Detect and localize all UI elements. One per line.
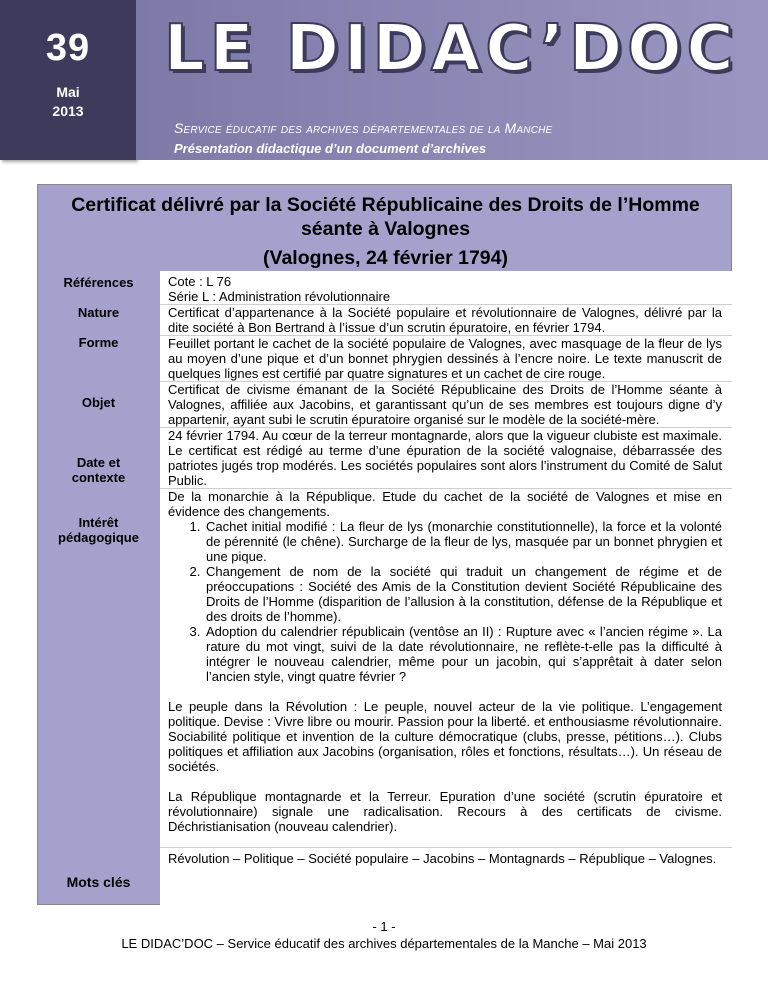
page-number: - 1 - (372, 919, 396, 934)
publication-logo-title: LE DIDAC’DOC (164, 12, 739, 86)
header-banner (136, 0, 768, 160)
service-name: Service éducatif des archives départementales de la Manche (174, 120, 553, 136)
label-objet: Objet (81, 395, 116, 410)
issue-number: 39 (45, 27, 91, 69)
label-forme: Forme (78, 335, 119, 350)
forme-text: Feuillet portant le cachet de la société populaire de Valognes, avec masquage de la fleur de lys au moyen d’une pique et d’un bonnet phrygien dessinés à l’encre noire. Le texte manuscrit de quelques lignes est certifié par quatre signatures et un cachet de cire rouge. (168, 336, 722, 381)
date-contexte-text: 24 février 1794. Au cœur de la terreur montagnarde, alors que la vigueur clubiste est maximale. Le certificat est rédigé au terme d’une épuration de la société valognaise, débarrassée des patriotes jugés trop modérés. Les sociétés populaires sont alors l’instrument du Comité de Salut Public. (168, 428, 722, 488)
reference-serie: Série L : Administration révolutionnaire (168, 289, 391, 304)
footer-text: LE DIDAC’DOC – Service éducatif des archives départementales de la Manche – Mai 2013 (121, 936, 647, 951)
interet-list (204, 519, 722, 684)
list-item: 2. Changement de nom de la société qui traduit un changement de régime et de préoccupations : Société des Amis de la Constitution devient Société Républicaine des Droits de l’Homme (disparition de l’allusion à la constitution, défense de la République et des droits de l’homme). (204, 564, 722, 624)
issue-month: Mai (56, 84, 80, 100)
mots-cles-text: Révolution – Politique – Société populaire – Jacobins – Montagnards – République – Valognes. (168, 851, 717, 866)
document-title: Certificat délivré par la Société Républicaine des Droits de l’Homme séante à Valognes (71, 194, 700, 240)
document-place-date: (Valognes, 24 février 1794) (263, 247, 508, 269)
reference-cote: Cote : L 76 (168, 274, 232, 289)
interet-peuple: Le peuple dans la Révolution : Le peuple, nouvel acteur de la vie politique. L’engagement politique. Devise : Vivre libre ou mourir. Passion pour la liberté. et enthousiasme révolutionnaire. Sociabilité politique et invention de la culture démocratique (clubs, presse, pétitions…). Clubs politiques et affiliation aux Jacobins (organisation, rôles et fonctions, résultats…). Un réseau de sociétés. (168, 699, 722, 774)
content-column (160, 271, 732, 905)
label-references: Références (63, 275, 134, 290)
publication-subtitle: Présentation didactique d’un document d’archives (174, 141, 487, 156)
label-mots-cles: Mots clés (66, 874, 131, 890)
label-column (38, 271, 159, 905)
interet-intro: De la monarchie à la République. Etude du cachet de la société de Valognes et mise en évidence des changements. (168, 489, 722, 519)
label-interet-pedagogique: Intérêt pédagogique (58, 515, 139, 545)
interet-republique: La République montagnarde et la Terreur. Epuration d’une société (scrutin épuratoire et révolutionnaire) signale une radicalisation. Recours à des certificats de civisme. Déchristianisation (nouveau calendrier). (168, 789, 722, 834)
list-item: 3. Adoption du calendrier républicain (ventôse an II) : Rupture avec « l’ancien régime ». La rature du mot vingt, suivi de la date révolutionnaire, ne reflète-t-elle pas la difficulté à intégrer le nouveau calendrier, même pour un jacobin, qui s’apprêtait à dater selon l’ancien style, vingt quatre février ? (204, 624, 722, 684)
issue-block (0, 0, 136, 160)
label-nature: Nature (77, 305, 120, 320)
objet-text: Certificat de civisme émanant de la Société Républicaine des Droits de l’Homme séante à Valognes, affiliée aux Jacobins, et garantissant qu’un de ses membres est toujours digne d’y appartenir, ayant subi le scrutin épuratoire organisé sur le modèle de la société-mère. (168, 382, 722, 427)
issue-year: 2013 (52, 103, 84, 119)
document-sheet (37, 184, 732, 905)
list-item: 1. Cachet initial modifié : La fleur de lys (monarchie constitutionnelle), la force et la volonté de pérennité (le chêne). Surcharge de la fleur de lys, masquée par un bonnet phrygien et une pique. (204, 519, 722, 564)
nature-text: Certificat d’appartenance à la Société populaire et révolutionnaire de Valognes, délivré par la dite société à Bon Bertrand à l’issue d’un scrutin épuratoire, en février 1794. (168, 305, 722, 335)
row-divider (160, 847, 732, 848)
label-date-contexte: Date et contexte (71, 455, 126, 485)
